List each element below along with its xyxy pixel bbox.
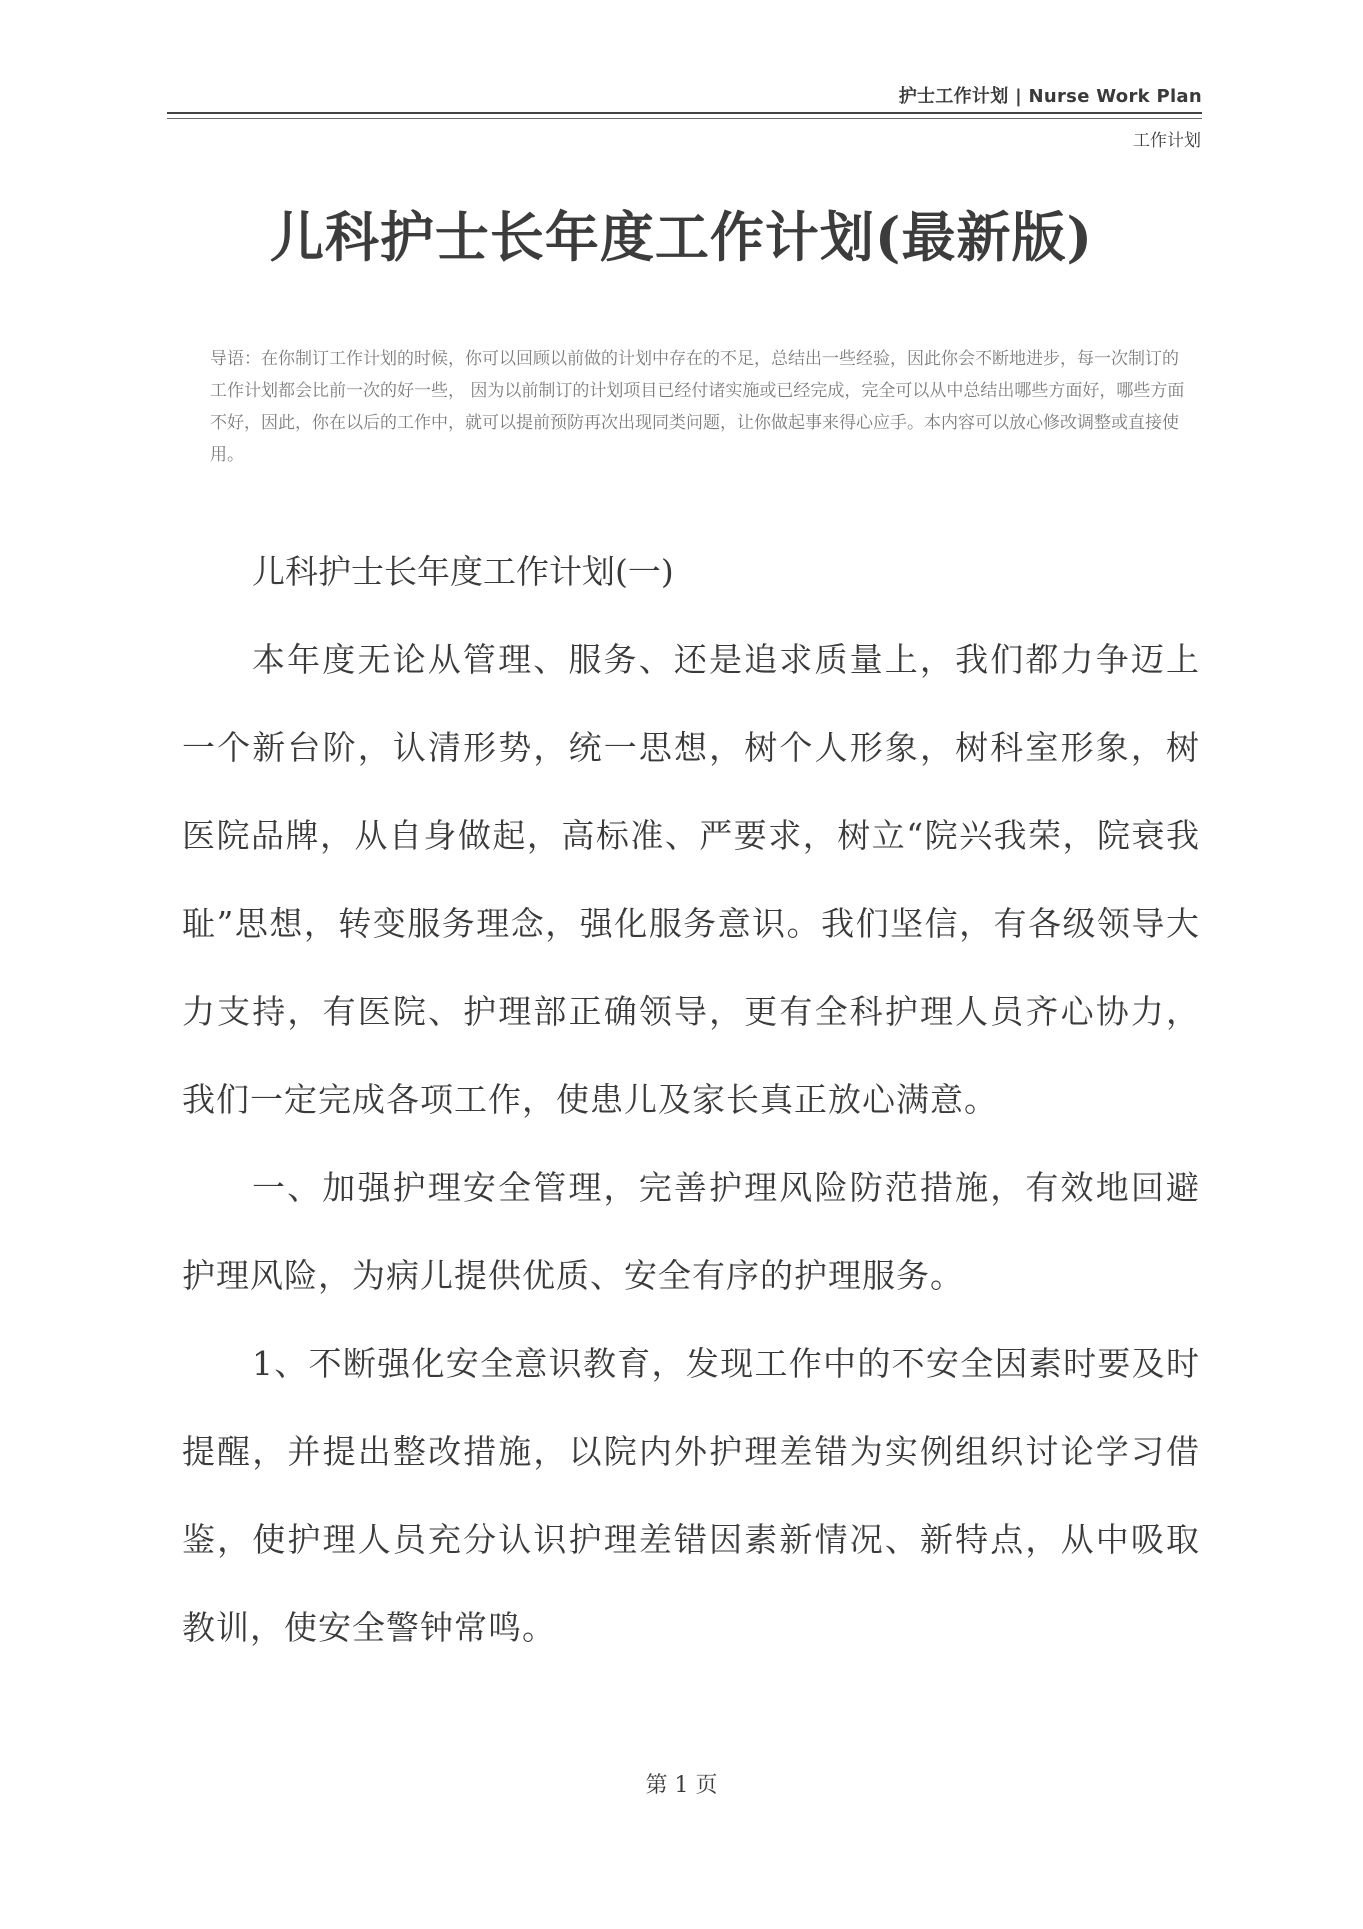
page-number: 第 1 页 (645, 1773, 718, 1798)
section-heading: 儿科护士长年度工作计划(一) (252, 552, 674, 591)
header-rule-thick (167, 112, 1202, 114)
header-title: 护士工作计划 | Nurse Work Plan (898, 86, 1202, 107)
header-rule-thin (167, 118, 1202, 119)
body-paragraph-3: 1、不断强化安全意识教育，发现工作中的不安全因素时要及时提醒，并提出整改措施，以院内外护理差错为实例组织讨论学习借鉴，使护理人员充分认识护理差错因素新情况、新特点，从中吸取教训，使安全警钟常鸣。 (182, 1344, 1200, 1647)
document-title: 儿科护士长年度工作计划(最新版) (269, 205, 1094, 269)
body-paragraph-2: 一、加强护理安全管理，完善护理风险防范措施，有效地回避护理风险，为病儿提供优质、安全有序的护理服务。 (182, 1168, 1200, 1295)
lead-paragraph: 导语：在你制订工作计划的时候，你可以回顾以前做的计划中存在的不足，总结出一些经验，因此你会不断地进步，每一次制订的工作计划都会比前一次的好一些， 因为以前制订的计划项目已经付诸实施或已经完成，完全可以从中总结出哪些方面好，哪些方面不好，因此，你在以后的工作中，就可以提前预防再次出现同类问题，让你做起事来得心应手。本内容可以放心修改调整或直接使用。 (210, 349, 1185, 465)
body-paragraph-1: 本年度无论从管理、服务、还是追求质量上，我们都力争迈上一个新台阶，认清形势，统一思想，树个人形象，树科室形象，树医院品牌，从自身做起，高标准、严要求，树立“院兴我荣，院衰我耻”思想，转变服务理念，强化服务意识。我们坚信，有各级领导大力支持，有医院、护理部正确领导，更有全科护理人员齐心协力，我们一定完成各项工作，使患儿及家长真正放心满意。 (182, 640, 1200, 1119)
document-body (182, 528, 1200, 1672)
header-subtitle: 工作计划 (1133, 131, 1201, 151)
